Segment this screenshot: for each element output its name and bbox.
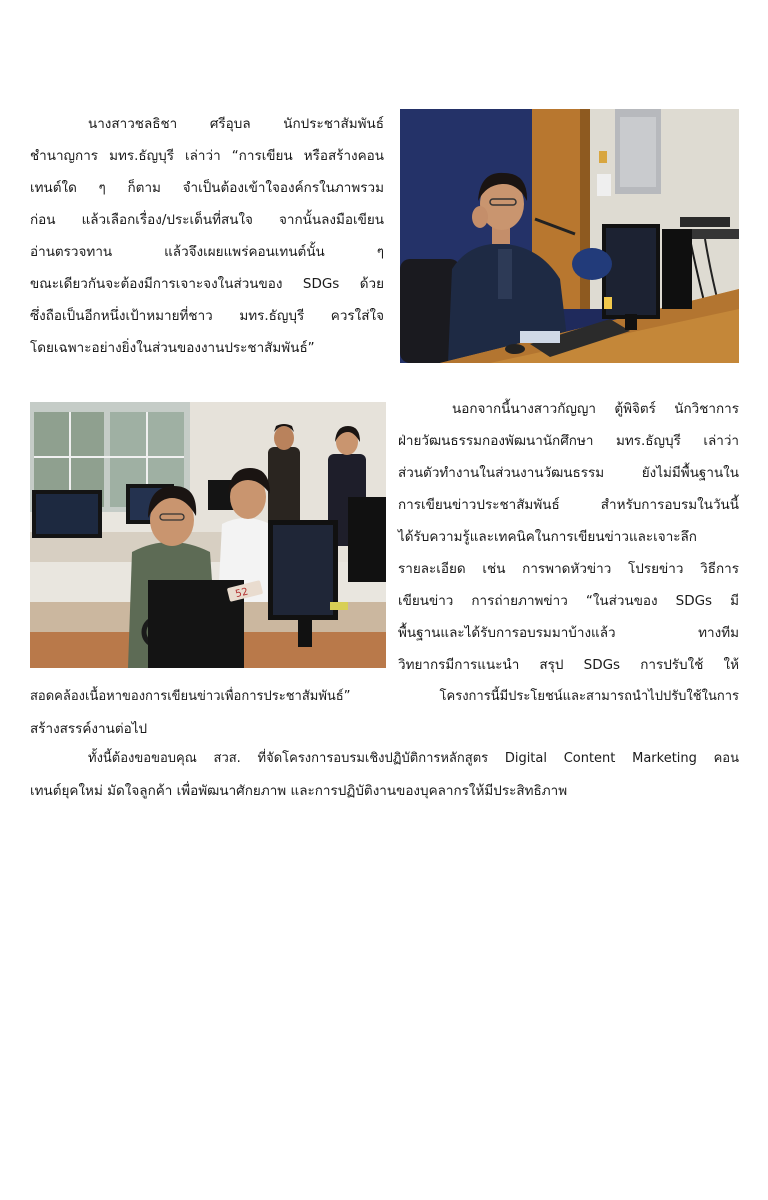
text-line: ทั้งนี้ต้องขอขอบคุณ สวส. ที่จัดโครงการอบรมเชิงปฏิบัติการหลักสูตร Digital Content Marketing คอน: [88, 751, 739, 766]
photo-participants-at-computers: [30, 402, 386, 668]
text-line: วิทยากรมีการแนะนำ สรุป SDGs การปรับใช้ ให้: [398, 657, 739, 673]
text-line: ฝ่ายวัฒนธรรมกองพัฒนานักศึกษา มทร.ธัญบุรี เล่าว่า: [398, 433, 739, 449]
text-line: สอดคล้องเนื้อหาของการเขียนข่าวเพื่อการประชาสัมพันธ์” โครงการนี้มีประโยชน์และสามารถนำไปปรับใช้ในการ: [30, 689, 739, 704]
text-line: เทนต์ใด ๆ ก็ตาม จำเป็นต้องเข้าใจองค์กรในภาพรวม: [30, 180, 384, 196]
text-line: การเขียนข่าวประชาสัมพันธ์ สำหรับการอบรมในวันนี้: [398, 497, 739, 513]
photo-participants-illustration: [30, 402, 386, 668]
text-line: นอกจากนี้นางสาวกัญญา ตู้พิจิตร์ นักวิชาการ: [452, 401, 739, 417]
photo-number-tag: 52: [234, 586, 250, 601]
text-line: โดยเฉพาะอย่างยิ่งในส่วนของงานประชาสัมพันธ์”: [30, 340, 315, 356]
text-line: อ่านตรวจทาน แล้วจึงเผยแพร่คอนเทนต์นั้น ๆ: [30, 244, 384, 260]
text-line: ขณะเดียวกันจะต้องมีการเจาะจงในส่วนของ SDGs ด้วย: [30, 276, 384, 292]
text-line: ได้รับความรู้และเทคนิคในการเขียนข่าวและเจาะลึก: [398, 529, 697, 545]
text-line: นางสาวชลธิชา ศรีอุบล นักประชาสัมพันธ์: [88, 116, 384, 132]
text-line: ซึ่งถือเป็นอีกหนึ่งเป้าหมายที่ชาว มทร.ธัญบุรี ควรใส่ใจ: [30, 308, 384, 324]
text-line: เทนต์ยุคใหม่ มัดใจลูกค้า เพื่อพัฒนาศักยภาพ และการปฏิบัติงานของบุคลากรให้มีประสิทธิภาพ: [30, 783, 568, 799]
text-line: เขียนข่าว การถ่ายภาพข่าว “ในส่วนของ SDGs มี: [398, 593, 739, 609]
text-line: สร้างสรรค์งานต่อไป: [30, 721, 148, 737]
text-line: พื้นฐานและได้รับการอบรมมาบ้างแล้ว ทางทีม: [398, 625, 739, 641]
photo-speaker-illustration: [400, 109, 739, 363]
text-line: รายละเอียด เช่น การพาดหัวข่าว โปรยข่าว วิธีการ: [398, 561, 739, 577]
text-line: ก่อน แล้วเลือกเรื่อง/ประเด็นที่สนใจ จากนั้นลงมือเขียน: [30, 212, 384, 228]
text-line: ส่วนตัวทำงานในส่วนงานวัฒนธรรม ยังไม่มีพื้นฐานใน: [398, 465, 739, 481]
text-line: ชำนาญการ มทร.ธัญบุรี เล่าว่า “การเขียน หรือสร้างคอน: [30, 148, 384, 164]
photo-speaker-at-desk: [400, 109, 739, 363]
